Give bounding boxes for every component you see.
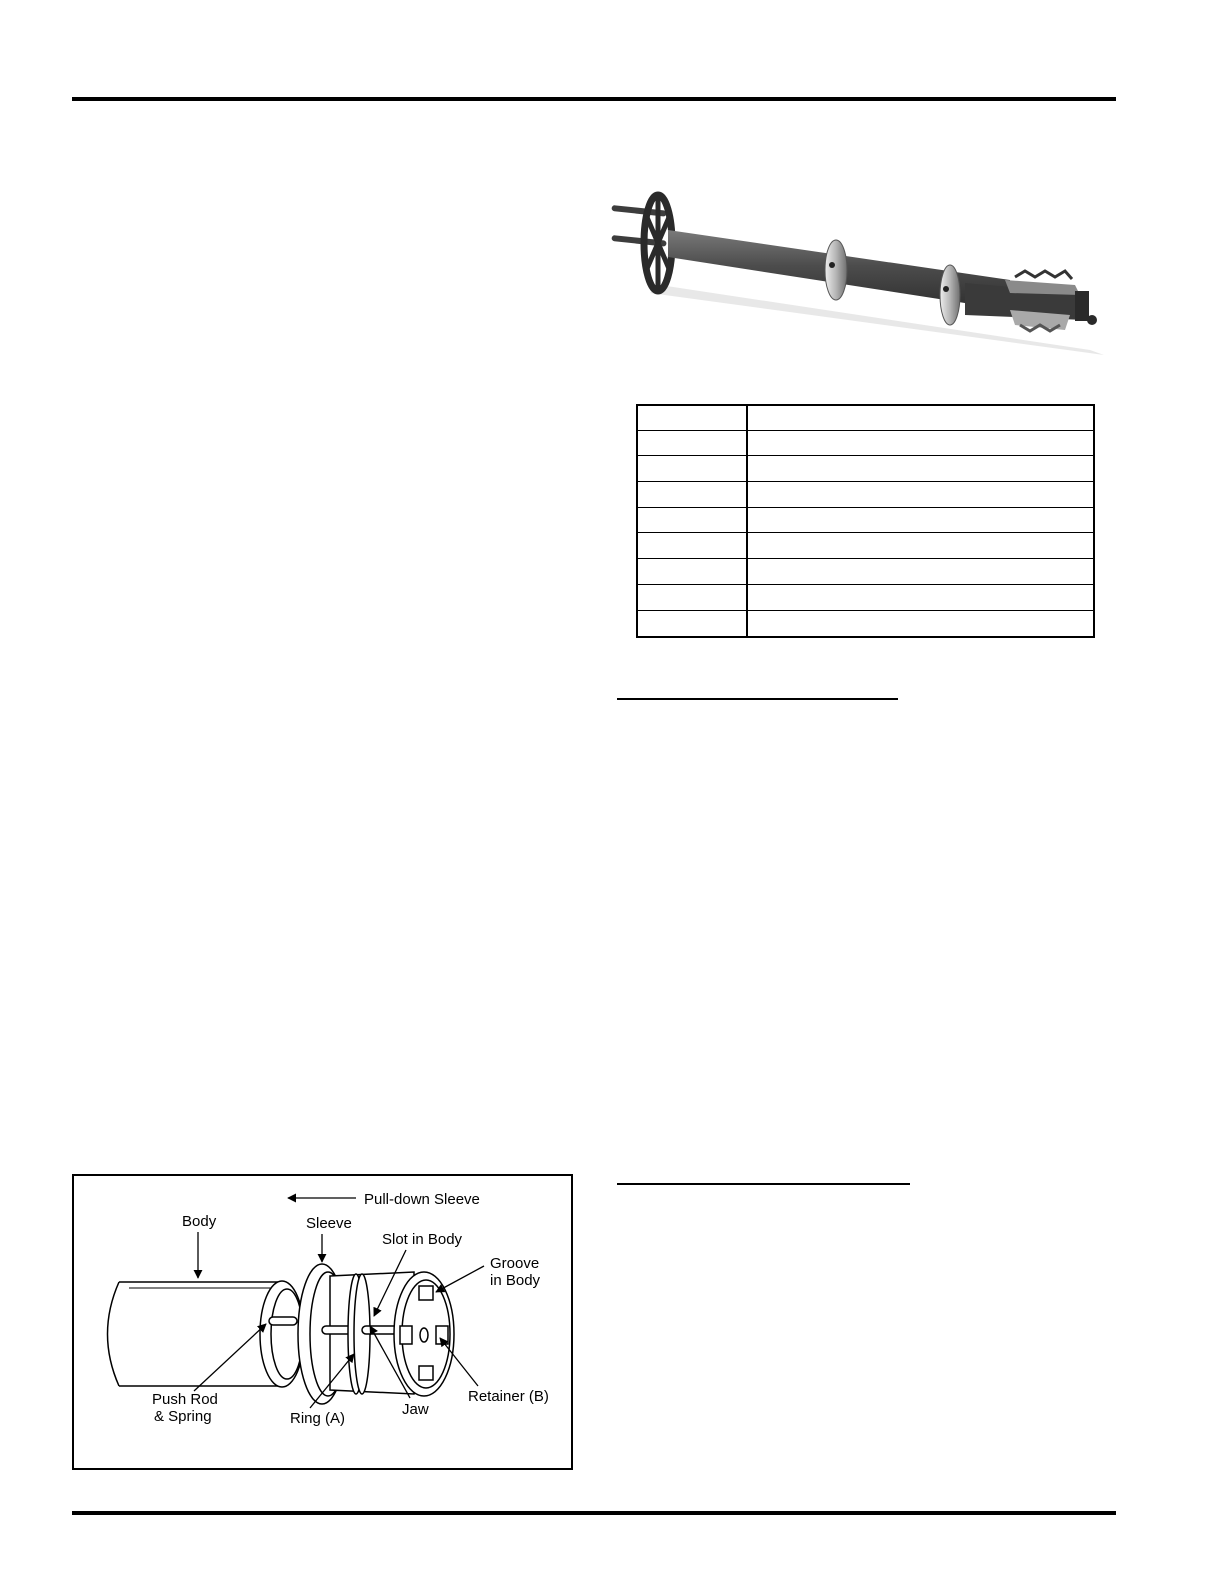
spec-table-row-line (638, 430, 1093, 431)
spec-table-row-line (638, 532, 1093, 533)
label-retainer-b: Retainer (B) (468, 1388, 549, 1405)
spec-table-row-line (638, 610, 1093, 611)
label-slot-in-body: Slot in Body (382, 1231, 463, 1248)
body-cylinder (108, 1282, 280, 1386)
end-face (394, 1272, 454, 1396)
spec-table (636, 404, 1095, 638)
bottom-rule (72, 1511, 1116, 1515)
label-push-rod-line1: Push Rod (152, 1391, 218, 1408)
component-diagram (72, 1174, 573, 1470)
spec-table-row-line (638, 507, 1093, 508)
spec-table-row-line (638, 455, 1093, 456)
section-heading-underline (617, 698, 898, 700)
spec-table-row-line (638, 558, 1093, 559)
label-pull-down-sleeve: Pull-down Sleeve (364, 1191, 480, 1208)
spec-table-row-line (638, 584, 1093, 585)
label-body: Body (182, 1213, 217, 1230)
spec-table-row-line (638, 481, 1093, 482)
tool-photo (610, 185, 1104, 355)
label-groove-line2: in Body (490, 1272, 541, 1289)
label-push-rod-line2: & Spring (154, 1408, 212, 1425)
label-jaw: Jaw (402, 1401, 429, 1418)
section-heading-underline (617, 1183, 910, 1185)
label-ring-a: Ring (A) (290, 1410, 346, 1427)
label-groove-line1: Groove (490, 1255, 540, 1272)
top-rule (72, 97, 1116, 101)
spec-table-column-divider (746, 406, 748, 636)
label-sleeve: Sleeve (306, 1215, 352, 1232)
